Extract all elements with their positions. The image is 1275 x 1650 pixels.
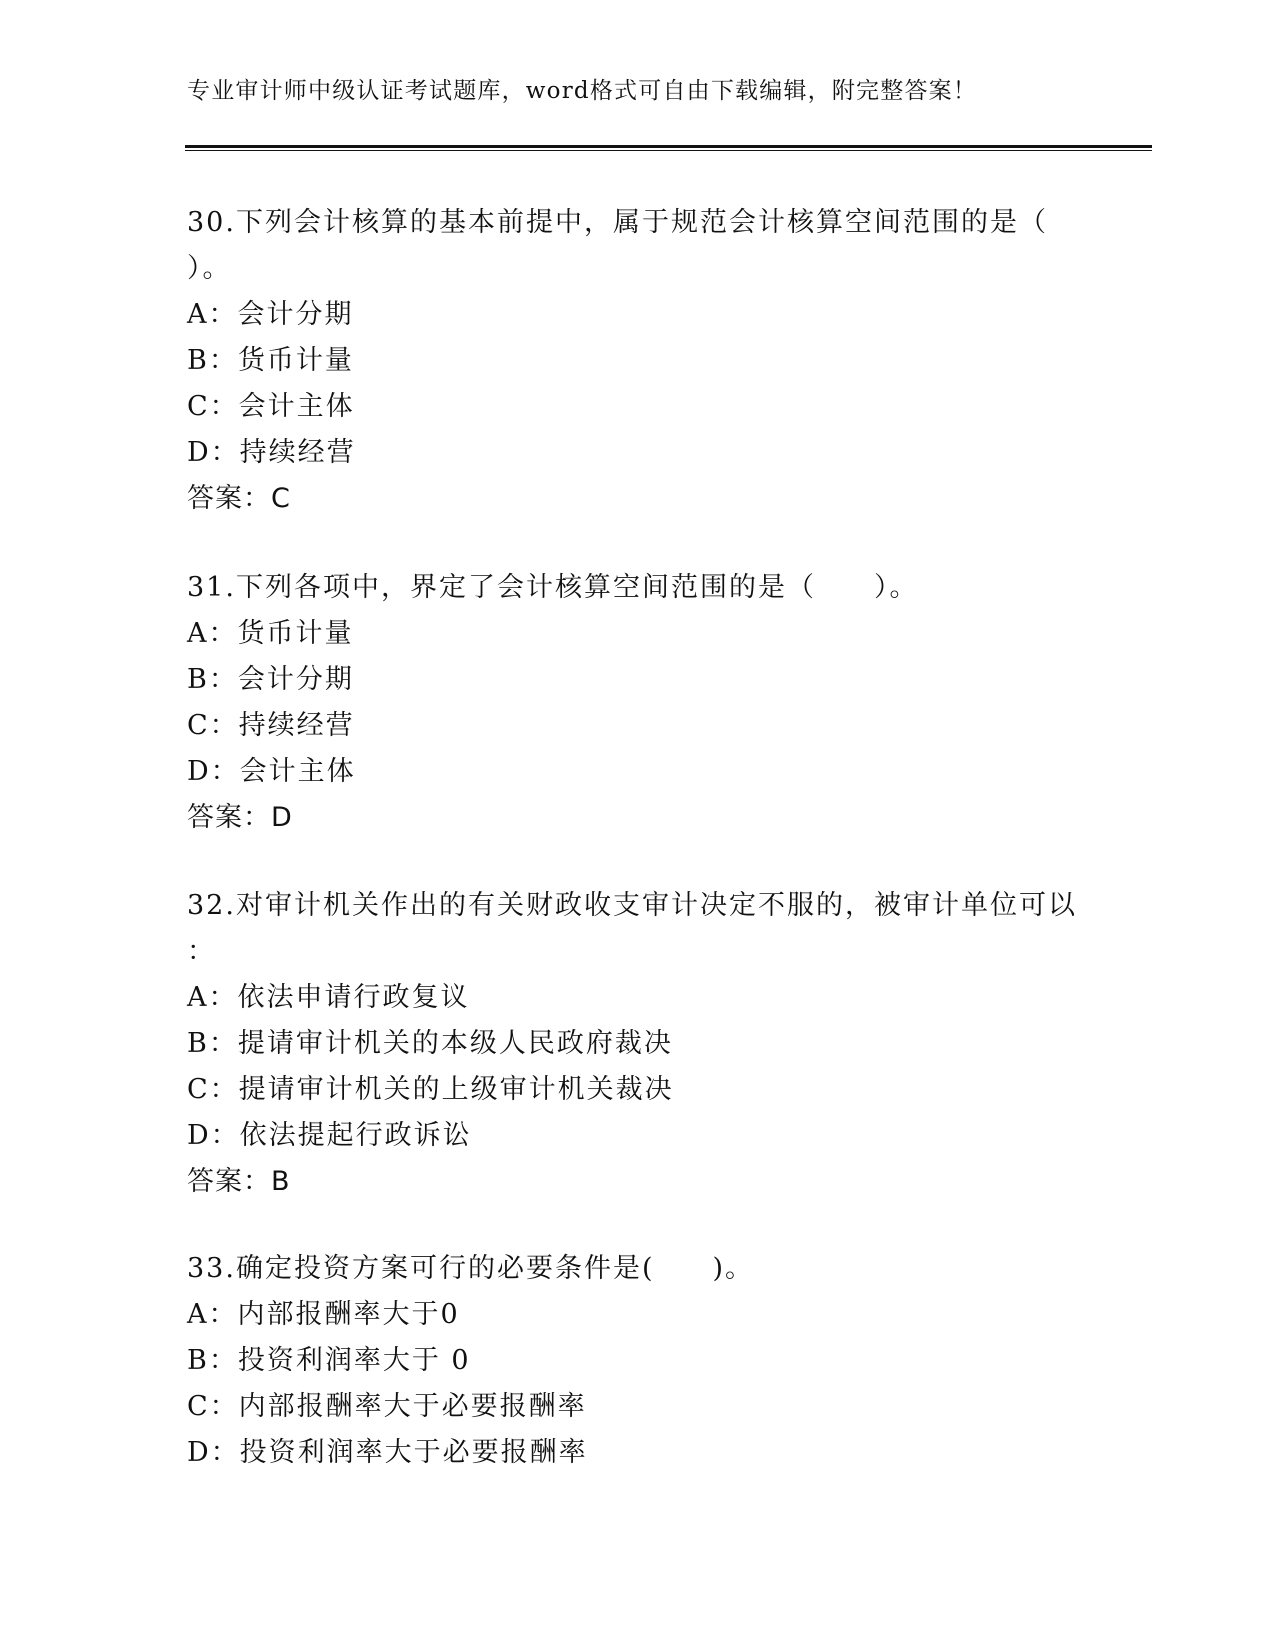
question-30	[187, 200, 1087, 522]
answer: 答案：B	[187, 1166, 291, 1197]
header-rule-thick	[185, 145, 1152, 148]
option-c: C：持续经营	[187, 710, 355, 741]
option-a: A：依法申请行政复议	[187, 982, 470, 1013]
question-stem: 33.确定投资方案可行的必要条件是( )。	[187, 1253, 755, 1284]
question-stem: 30.下列会计核算的基本前提中，属于规范会计核算空间范围的是（ ）。	[187, 207, 1048, 284]
option-a: A：内部报酬率大于0	[187, 1299, 460, 1330]
option-d: D：投资利润率大于必要报酬率	[187, 1437, 588, 1468]
option-b: B：投资利润率大于 0	[187, 1345, 471, 1376]
option-a: A：会计分期	[187, 299, 354, 330]
question-stem: 32.对审计机关作出的有关财政收支审计决定不服的，被审计单位可以 ：	[187, 890, 1077, 967]
option-c: C：内部报酬率大于必要报酬率	[187, 1391, 587, 1422]
question-33	[187, 1246, 1087, 1476]
option-c: C：会计主体	[187, 391, 355, 422]
option-b: B：货币计量	[187, 345, 354, 376]
option-c: C：提请审计机关的上级审计机关裁决	[187, 1074, 674, 1105]
option-d: D：会计主体	[187, 756, 356, 787]
option-b: B：提请审计机关的本级人民政府裁决	[187, 1028, 673, 1059]
option-b: B：会计分期	[187, 664, 354, 695]
answer: 答案：D	[187, 802, 293, 833]
question-31	[187, 565, 1087, 841]
question-32	[187, 883, 1087, 1205]
option-d: D：持续经营	[187, 437, 356, 468]
option-d: D：依法提起行政诉讼	[187, 1120, 472, 1151]
header-rule-thin	[185, 150, 1152, 151]
header-title: 专业审计师中级认证考试题库，word格式可自由下载编辑，附完整答案！	[187, 78, 978, 104]
option-a: A：货币计量	[187, 618, 354, 649]
answer: 答案：C	[187, 483, 291, 514]
question-stem: 31.下列各项中，界定了会计核算空间范围的是（ ）。	[187, 572, 919, 603]
